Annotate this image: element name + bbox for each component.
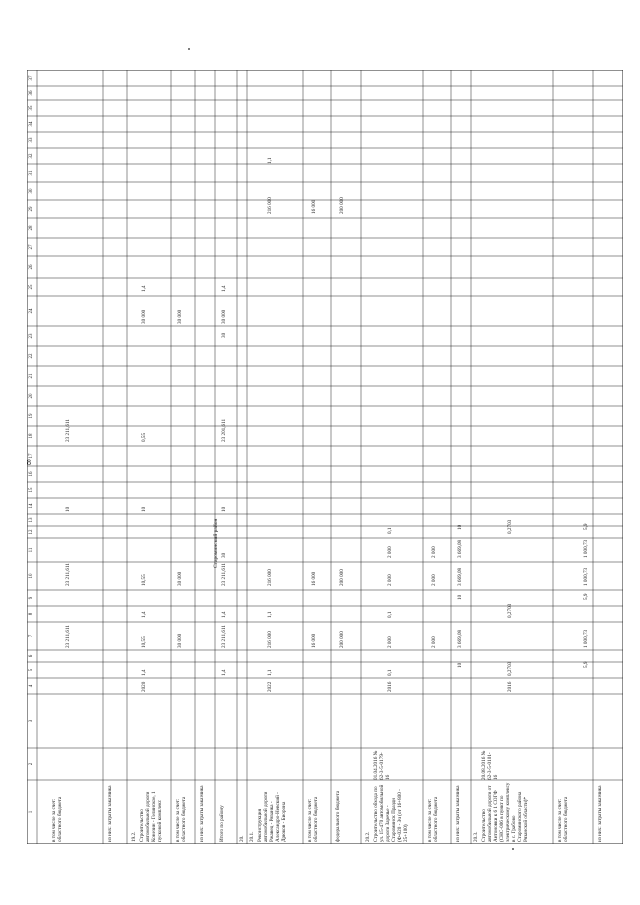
column-number: 8 — [29, 612, 34, 616]
cell-value: 1,4 — [141, 611, 147, 618]
cell-value: 23 211,611 — [65, 563, 71, 586]
row-permit: 01.04.2016 № 62-3-5-0179-16 — [373, 750, 391, 780]
row-label: Итого по району — [219, 805, 225, 842]
column-number: 31 — [29, 170, 34, 176]
cell-value: 2020 — [141, 681, 147, 692]
column-number: 10 — [29, 573, 34, 579]
column-number: 37 — [29, 75, 34, 81]
cell-value: 216 000 — [267, 197, 273, 214]
cell-value: 2 000 — [431, 574, 437, 586]
cell-value: 10 — [65, 506, 71, 512]
cell-value: 1,4 — [221, 669, 227, 676]
cell-value: 0,2703 — [507, 603, 513, 618]
cell-value: 16 000 — [311, 199, 317, 214]
row-number: 20.2. — [365, 831, 371, 842]
cell-value: 216 000 — [267, 631, 273, 648]
row-label: из них: затраты заказчика — [107, 785, 113, 842]
column-number: 18 — [29, 433, 34, 439]
scan-speck — [188, 48, 190, 50]
cell-value: 30 000 — [177, 571, 183, 586]
cell-value: 23 211,611 — [65, 625, 71, 648]
cell-value: 10 — [221, 506, 227, 512]
cell-value: 1 000,73 — [583, 539, 589, 558]
cell-value: 2 000 — [431, 636, 437, 648]
row-permit: 20.08.2016 № 62-3-5-0101-16 — [481, 750, 499, 780]
column-number: 4 — [29, 684, 34, 688]
row-label: федерального бюджета — [335, 790, 341, 842]
cell-value: 1,4 — [141, 669, 147, 676]
cell-value: 16 000 — [311, 571, 317, 586]
cell-value: 1,1 — [267, 669, 273, 676]
cell-value: 1,4 — [221, 285, 227, 292]
cell-value: 3 669,08 — [457, 567, 463, 586]
row-number: 20. — [239, 835, 245, 842]
column-number: 15 — [29, 487, 34, 493]
column-number: 17 — [29, 453, 34, 459]
column-number: 32 — [29, 153, 34, 159]
column-number: 5 — [29, 668, 34, 672]
cell-value: 10,55 — [141, 574, 147, 586]
cell-value: 0,1 — [387, 527, 393, 534]
cell-value: 2 000 — [431, 546, 437, 558]
row-label: в том числе за счет: областного бюджета — [427, 796, 439, 842]
column-number: 35 — [29, 105, 34, 111]
cell-value: 2022 — [267, 681, 273, 692]
row-number: 19.2. — [131, 831, 137, 842]
rotated-page-area — [27, 70, 623, 844]
row-label: из них: затраты заказчика — [199, 785, 205, 842]
cell-value: 1,1 — [267, 611, 273, 618]
column-number: 1 — [29, 810, 34, 814]
column-number: 19 — [29, 413, 34, 419]
cell-value: 5,9 — [583, 523, 589, 530]
cell-value: 10 — [457, 524, 463, 530]
cell-value: 1 000,73 — [583, 567, 589, 586]
column-number: 30 — [29, 188, 34, 194]
cell-value: 30 — [221, 552, 227, 558]
cell-value: 0,1 — [387, 669, 393, 676]
page-number: 8 — [27, 458, 31, 467]
row-label: в том числе за счет: областного бюджета — [307, 796, 319, 842]
cell-value: 23 201,611 — [221, 418, 227, 442]
section-title: Староминский район — [213, 518, 219, 568]
cell-value: 200 000 — [339, 631, 345, 648]
cell-value: 216 000 — [267, 569, 273, 586]
budget-table — [27, 70, 623, 844]
column-number: 12 — [29, 529, 34, 535]
column-number: 13 — [29, 517, 34, 523]
table-grid — [27, 70, 623, 844]
column-number: 9 — [29, 596, 34, 600]
cell-value: 2016 — [507, 681, 513, 692]
cell-value: 2016 — [387, 681, 393, 692]
row-label: в том числе за счет: областного бюджета — [175, 796, 187, 842]
column-number: 21 — [29, 373, 34, 379]
cell-value: 10 — [457, 594, 463, 600]
column-number: 7 — [29, 634, 34, 638]
scan-speck — [512, 848, 514, 850]
column-number: 34 — [29, 121, 34, 127]
cell-value: 0,1 — [387, 611, 393, 618]
cell-value: 3 669,08 — [457, 629, 463, 648]
cell-value: 5,9 — [583, 661, 589, 668]
row-label: из них: затраты заказчика — [597, 785, 603, 842]
cell-value: 1 000,73 — [583, 629, 589, 648]
cell-value: 200 000 — [339, 569, 345, 586]
row-label: Реконструкция автомобильной дороги Ржавец - Рязанка - Александро-Невский - Дрюков - Биорона — [257, 791, 287, 842]
column-number: 33 — [29, 137, 34, 143]
column-number: 3 — [29, 719, 34, 723]
row-label: Строительство автомобильной дороги от Антоновки к 6 1 СОГФ (СНС-006 в пункт по электрическому комплексу в с. Грабово Староминского района Рязанской области)* — [481, 782, 529, 842]
column-number: 24 — [29, 308, 34, 314]
cell-value: 1,1 — [267, 157, 273, 164]
cell-value: 0,2703 — [507, 519, 513, 534]
column-number: 11 — [29, 547, 34, 553]
cell-value: 2 000 — [387, 546, 393, 558]
column-number: 36 — [29, 90, 34, 96]
column-number: 14 — [29, 503, 34, 509]
column-number: 16 — [29, 471, 34, 477]
cell-value: 23 211,611 — [221, 563, 227, 586]
cell-value: 2 000 — [387, 574, 393, 586]
cell-value: 2 000 — [387, 636, 393, 648]
column-number: 20 — [29, 393, 34, 399]
row-number: 20.1. — [249, 831, 255, 842]
cell-value: 30 000 — [177, 633, 183, 648]
cell-value: 5,9 — [583, 593, 589, 600]
cell-value: 1,4 — [141, 285, 147, 292]
cell-value: 1,4 — [221, 611, 227, 618]
row-label: Строительство обхода по ул. 15-470 автомобильной дороги Заречье - Староминск Праздн (Ф-020 - Зч (от 16+800 - 25+100) — [373, 784, 409, 842]
column-number: 23 — [29, 333, 34, 339]
column-number: 26 — [29, 264, 34, 270]
column-number: 2 — [29, 762, 34, 766]
column-number: 25 — [29, 284, 34, 290]
column-number: 6 — [29, 654, 34, 658]
column-number: 22 — [29, 353, 34, 359]
cell-value: 0,2703 — [507, 661, 513, 676]
cell-value: 200 000 — [339, 197, 345, 214]
row-label: Строительство автомобильной дороги Конезин - Гелинское, 1 пусковой комплекс — [139, 791, 163, 842]
column-number: 28 — [29, 225, 34, 231]
cell-value: 30 000 — [221, 309, 227, 324]
column-number: 29 — [29, 206, 34, 212]
cell-value: 30 — [221, 332, 227, 338]
cell-value: 3 669,08 — [457, 539, 463, 558]
column-number: 27 — [29, 244, 34, 250]
row-number: 20.3. — [473, 831, 479, 842]
cell-value: 23 211,611 — [65, 419, 71, 442]
cell-value: 30 000 — [177, 309, 183, 324]
cell-value: 10,55 — [141, 636, 147, 648]
cell-value: 10 — [457, 662, 463, 668]
cell-value: 30 000 — [141, 309, 147, 324]
cell-value: 10 — [141, 506, 147, 512]
row-label: в том числе за счет: областного бюджета — [557, 796, 569, 842]
row-label: из них: затраты заказчика — [455, 785, 461, 842]
cell-value: 23 211,611 — [221, 625, 227, 648]
cell-value: 0,55 — [141, 432, 147, 442]
row-label: в том числе за счет: областного бюджета — [51, 796, 63, 842]
cell-value: 16 000 — [311, 633, 317, 648]
